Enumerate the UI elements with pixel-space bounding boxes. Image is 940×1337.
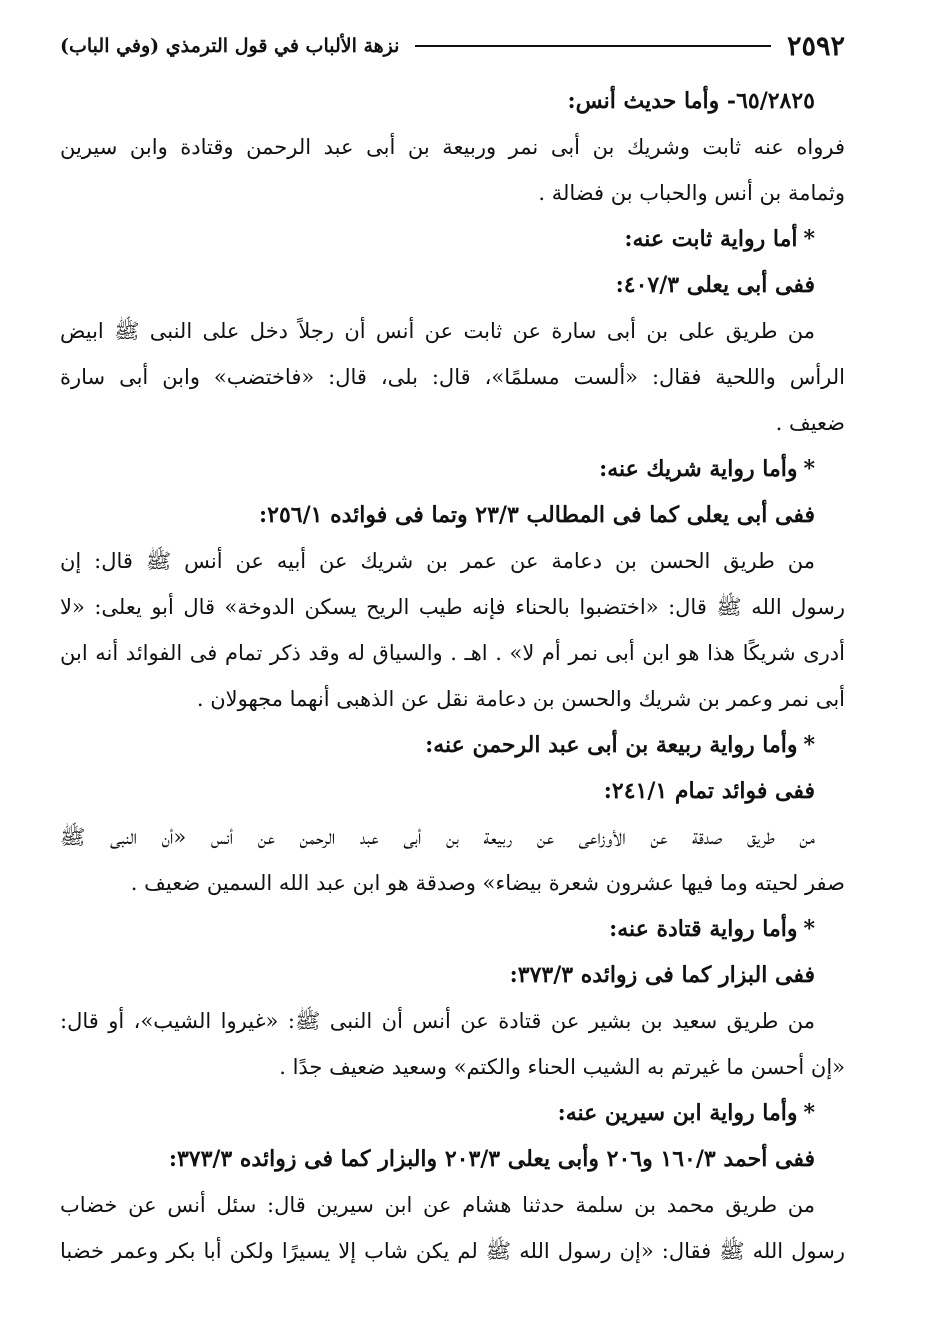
- section-marker: *: [803, 916, 815, 942]
- section-marker: *: [803, 732, 815, 758]
- source-line: ففى البزار كما فى زوائده ٣٧٣/٣:: [509, 962, 815, 988]
- text-line: من طريق الحسن بن دعامة عن عمر بن شريك عن أبيه عن أنس ﷺ قال: إن: [60, 549, 815, 573]
- text-line: الرأس واللحية فقال: «ألست مسلمًا»، قال: بلى، قال: «فاختضب» وابن أبى سارة: [60, 365, 845, 389]
- page-number: ٢٥٩٢: [786, 30, 845, 62]
- source-line: ففى أبى يعلى كما فى المطالب ٢٣/٣ وتما فى فوائده ٢٥٦/١:: [259, 502, 815, 528]
- document-page: [60, 0, 845, 1337]
- text-line: أبى نمر وعمر بن شريك والحسن بن دعامة نقل عن الذهبى أنهما مجهولان .: [196, 687, 845, 711]
- section-marker: *: [803, 456, 815, 482]
- running-title: نزهة الألباب في قول الترمذي (وفي الباب): [60, 35, 400, 57]
- section-marker: *: [803, 226, 815, 252]
- text-line: أدرى شريكًا هذا هو ابن أبى نمر أم لا» . اهـ . والسياق له وقد ذكر تمام فى الفوائد أنه ابن: [60, 641, 845, 665]
- section-marker: *: [803, 1100, 815, 1126]
- source-line: ففى أبى يعلى ٤٠٧/٣:: [615, 272, 815, 298]
- section-heading: *وأما رواية ربيعة بن أبى عبد الرحمن عنه:: [425, 732, 815, 758]
- section-heading: *وأما رواية ابن سيرين عنه:: [557, 1100, 815, 1126]
- hadith-heading: ٦٥/٢٨٢٥- وأما حديث أنس:: [567, 88, 815, 114]
- text-line: وثمامة بن أنس والحباب بن فضالة .: [538, 181, 845, 205]
- header-rule: [415, 45, 771, 47]
- text-line: رسول الله ﷺ قال: «اختضبوا بالحناء فإنه طيب الريح يسكن الدوخة» قال أبو يعلى: «لا: [60, 595, 845, 619]
- text-line: ضعيف .: [775, 411, 845, 435]
- source-line: ففى أحمد ١٦٠/٣ و٢٠٦ وأبى يعلى ٢٠٣/٣ والبزار كما فى زوائده ٣٧٣/٣:: [168, 1146, 815, 1172]
- text-line: من طريق صدقة عن الأوزاعى عن ربيعة بن أبى عبد الرحمن عن أنس «أن النبى ﷺ: [60, 825, 815, 849]
- text-line: فرواه عنه ثابت وشريك بن أبى نمر وربيعة بن أبى عبد الرحمن وقتادة وابن سيرين: [60, 135, 845, 159]
- section-heading: *وأما رواية شريك عنه:: [599, 456, 815, 482]
- section-heading: *أما رواية ثابت عنه:: [624, 226, 815, 252]
- text-line: صفر لحيته وما فيها عشرون شعرة بيضاء» وصدقة هو ابن عبد الله السمين ضعيف .: [130, 871, 845, 895]
- text-line: رسول الله ﷺ فقال: «إن رسول الله ﷺ لم يكن شاب إلا يسيرًا ولكن أبا بكر وعمر خضبا: [60, 1239, 845, 1263]
- source-line: ففى فوائد تمام ٢٤١/١:: [603, 778, 815, 804]
- body-text: [60, 78, 845, 1274]
- text-line: من طريق محمد بن سلمة حدثنا هشام عن ابن سيرين قال: سئل أنس عن خضاب: [60, 1193, 815, 1217]
- text-line: من طريق على بن أبى سارة عن ثابت عن أنس أن رجلاً دخل على النبى ﷺ ابيض: [60, 319, 815, 343]
- section-heading: *وأما رواية قتادة عنه:: [609, 916, 815, 942]
- text-line: من طريق سعيد بن بشير عن قتادة عن أنس أن النبى ﷺ: «غيروا الشيب»، أو قال:: [60, 1009, 815, 1033]
- running-header: [60, 28, 845, 64]
- text-line: «إن أحسن ما غيرتم به الشيب الحناء والكتم» وسعيد ضعيف جدًا .: [279, 1055, 845, 1079]
